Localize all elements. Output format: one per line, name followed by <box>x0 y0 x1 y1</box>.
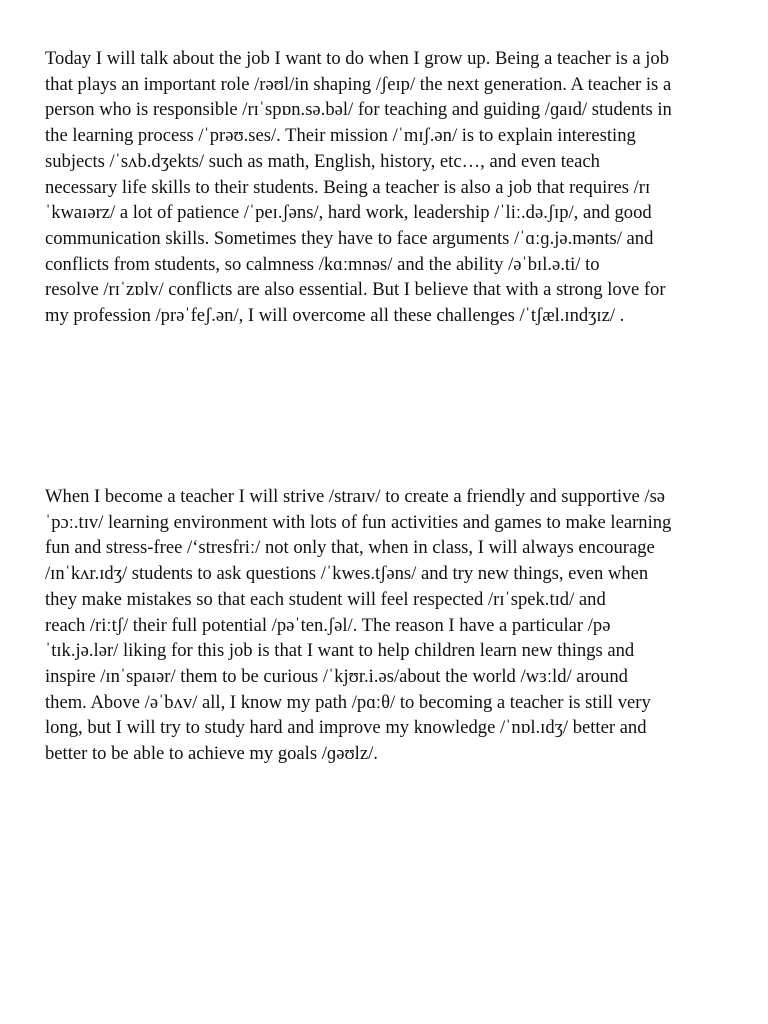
essay-paragraph-2: When I become a teacher I will strive /straɪv/ to create a friendly and supportive /sə ˈpɔː.tɪv/ learning environment with lots of fun activities and games to make learning fun and stress-free /‘stresfriː/ not only that, when in class, I will always encourage /ɪnˈkʌr.ɪdʒ/ students to ask questions /ˈkwes.tʃəns/ and try new things, even when they make mistakes so that each student will feel respected /rɪˈspek.tɪd/ and reach /riːtʃ/ their full potential /pəˈten.ʃəl/. The reason I have a particular /pə ˈtɪk.jə.lər/ liking for this job is that I want to help children learn new things and inspire /ɪnˈspaɪər/ them to be curious /ˈkjʊr.i.əs/about the world /wɜːld/ around them. Above /əˈbʌv/ all, I know my path /pɑːθ/ to becoming a teacher is still very long, but I will try to study hard and improve my knowledge /ˈnɒl.ɪdʒ/ better and better to be able to achieve my goals /ɡəʊlz/. <box>45 486 672 765</box>
essay-paragraph-1: Today I will talk about the job I want to do when I grow up. Being a teacher is a job that plays an important role /rəʊl/in shaping /ʃeɪp/ the next generation. A teacher is a person who is responsible /rɪˈspɒn.sə.bəl/ for teaching and guiding /ɡaɪd/ students in the learning process /ˈprəʊ.ses/. Their mission /ˈmɪʃ.ən/ is to explain interesting subjects /ˈsʌb.dʒekts/ such as math, English, history, etc…, and even teach necessary life skills to their students. Being a teacher is also a job that requires /rɪ ˈkwaɪərz/ a lot of patience /ˈpeɪ.ʃəns/, hard work, leadership /ˈliː.də.ʃɪp/, and good communication skills. Sometimes they have to face arguments /ˈɑːɡ.jə.mənts/ and conflicts from students, so calmness /kɑːmnəs/ and the ability /əˈbɪl.ə.ti/ to resolve /rɪˈzɒlv/ conflicts are also essential. But I believe that with a strong love for my profession /prəˈfeʃ.ən/, I will overcome all these challenges /ˈtʃæl.ɪndʒɪz/ . <box>45 48 672 327</box>
